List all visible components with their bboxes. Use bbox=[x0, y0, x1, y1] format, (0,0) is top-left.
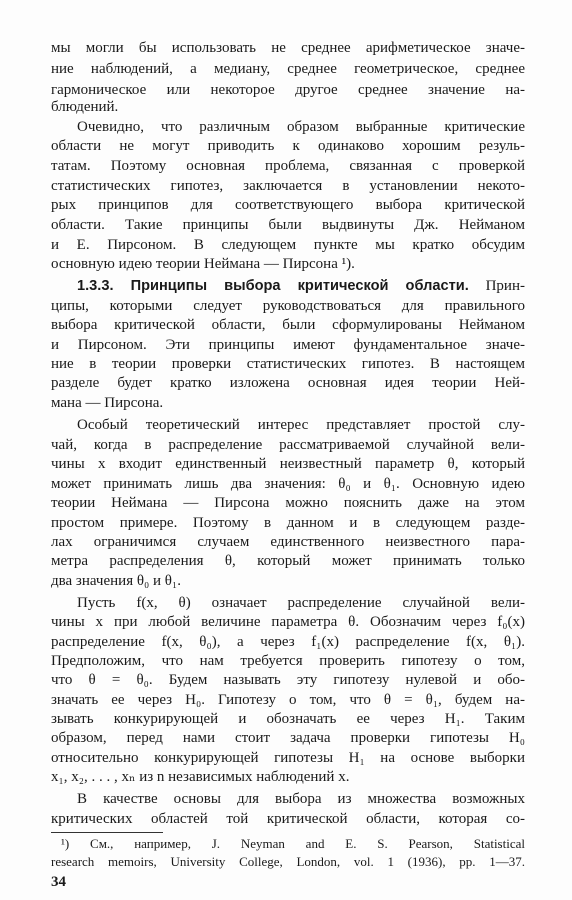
footnote-line: research memoirs, University College, London, vol. 1 (1936), pp. 1—37. bbox=[51, 854, 525, 869]
section-heading: 1.3.3. Принципы выбора критической области. bbox=[77, 278, 469, 294]
text-line: статистических гипотез, заключается в установлении некото- bbox=[51, 178, 525, 194]
text-line: два значения θ₀ и θ₁. bbox=[51, 573, 181, 589]
text-line: чины x входит единственный неизвестный параметр θ, который bbox=[51, 456, 525, 472]
text-line: распределение f(x, θ₀), а через f₁(x) распределение f(x, θ₁). bbox=[51, 634, 525, 650]
text-line: основную идею теории Неймана — Пирсона ¹). bbox=[51, 256, 355, 272]
text-line: мана — Пирсона. bbox=[51, 395, 164, 411]
text-line: Очевидно, что различным образом выбранные критические bbox=[77, 119, 525, 135]
text-line: x₁, x₂, . . . , xₙ из n независимых наблюдений x. bbox=[51, 769, 350, 785]
text-line: В качестве основы для выбора из множества возможных bbox=[77, 791, 525, 807]
text-line: критических областей той критической области, которая со- bbox=[51, 811, 525, 827]
text-line: ципы, которыми следует руководствоваться для правильного bbox=[51, 298, 525, 314]
text-line: простом примере. Поэтому в данном и в следующем разде- bbox=[51, 515, 525, 531]
text-line: блюдений. bbox=[51, 99, 119, 115]
text-line: что θ = θ₀. Будем называть эту гипотезу нулевой и обо- bbox=[51, 672, 525, 688]
section-heading-line bbox=[77, 276, 525, 296]
text-line: и Е. Пирсоном. В следующем пункте мы кратко обсудим bbox=[51, 237, 525, 253]
text-line: разделе будет кратко изложена основная идея теории Ней- bbox=[51, 375, 525, 391]
text-line: выбора критической области, были сформулированы Нейманом bbox=[51, 317, 525, 333]
text-line: зывать конкурирующей и обозначать ее через H₁. Таким bbox=[51, 711, 525, 727]
text-line: может принимать лишь два значения: θ₀ и θ₁. Основную идею bbox=[51, 476, 525, 492]
text-line: области не могут приводить к одинаково хорошим резуль- bbox=[51, 138, 525, 154]
text-line: гармоническое или некоторое другое среднее значение на- bbox=[51, 82, 525, 98]
text-line: ние наблюдений, а медиану, среднее геометрическое, среднее bbox=[51, 61, 525, 77]
footnote-rule bbox=[51, 832, 163, 833]
text-line: татам. Поэтому основная проблема, связанная с проверкой bbox=[51, 158, 525, 174]
text-line: области. Такие принципы были выдвинуты Дж. Нейманом bbox=[51, 217, 525, 233]
text-line: метра распределения θ, который может принимать только bbox=[51, 553, 525, 569]
text-line: Пусть f(x, θ) означает распределение случайной вели- bbox=[77, 595, 525, 611]
text-line: чины x при любой величине параметра θ. Обозначим через f₀(x) bbox=[51, 614, 525, 630]
page-number: 34 bbox=[51, 874, 66, 890]
text-line: относительно конкурирующей гипотезы H₁ на основе выборки bbox=[51, 750, 525, 766]
text-line: Предположим, что нам требуется проверить гипотезу о том, bbox=[51, 653, 525, 669]
text-line: ние в теории проверки статистических гипотез. В настоящем bbox=[51, 356, 525, 372]
text-line: чай, когда в распределение рассматриваемой случайной вели- bbox=[51, 437, 525, 453]
text-line: теории Неймана — Пирсона можно пояснить даже на этом bbox=[51, 495, 525, 511]
text-line: лах ограничимся случаем единственного неизвестного пара- bbox=[51, 534, 525, 550]
text-line: Особый теоретический интерес представляет простой слу- bbox=[77, 417, 525, 433]
text-line: и Пирсоном. Эти принципы имеют фундаментальное значе- bbox=[51, 337, 525, 353]
text-line: рых принципов для соответствующего выбора критической bbox=[51, 197, 525, 213]
text-fragment: Прин- bbox=[468, 278, 525, 294]
text-line: образом, перед нами стоит задача проверки гипотезы H₀ bbox=[51, 730, 525, 746]
footnote-line: ¹) См., например, J. Neyman and E. S. Pearson, Statistical bbox=[61, 836, 525, 851]
text-line: мы могли бы использовать не среднее арифметическое значе- bbox=[51, 40, 525, 56]
text-line: значать ее через H₀. Гипотезу о том, что θ = θ₁, будем на- bbox=[51, 692, 525, 708]
